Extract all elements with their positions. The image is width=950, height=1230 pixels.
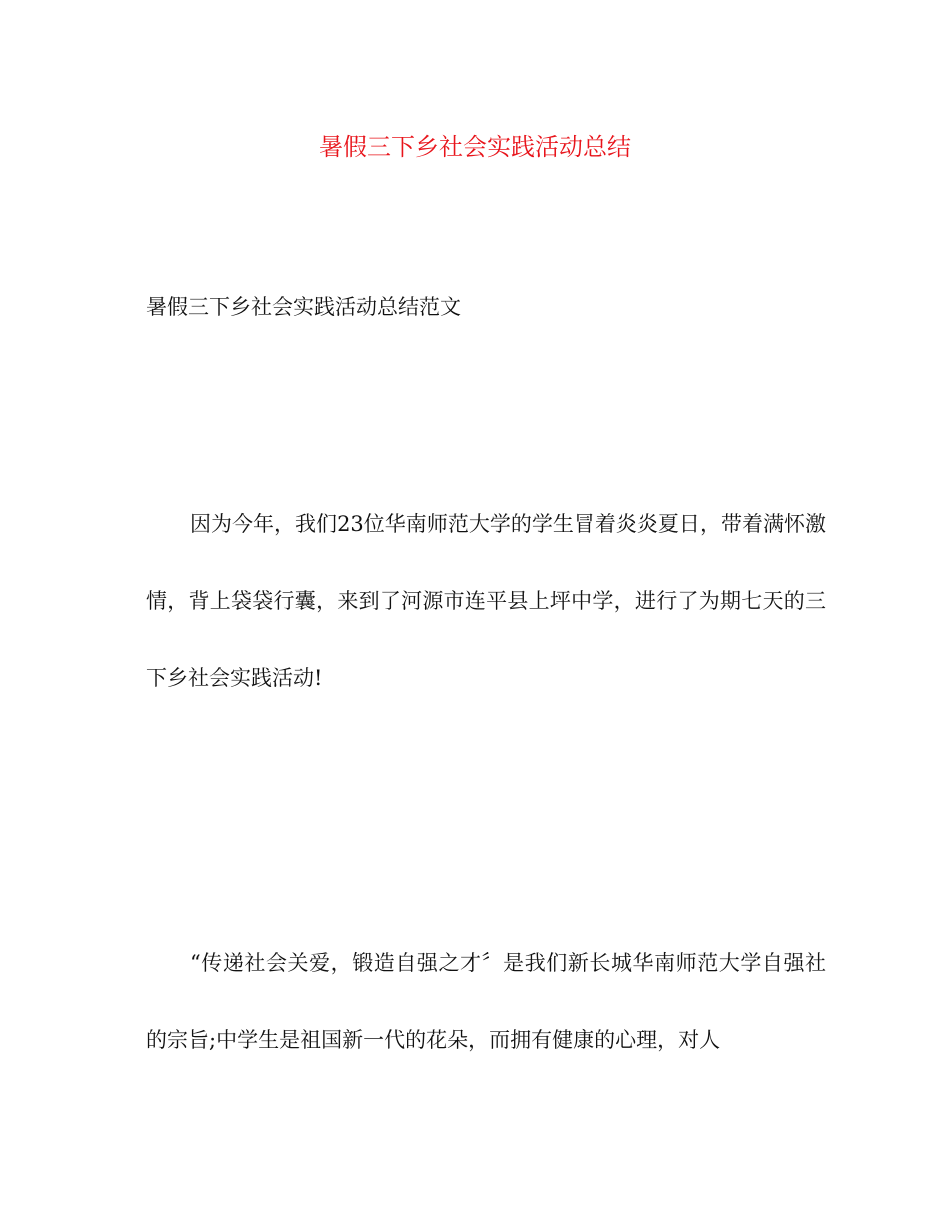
body-paragraph-1: 因为今年，我们23位华南师范大学的学生冒着炎炎夏日，带着满怀激情，背上袋袋行囊，来到了河源市连平县上坪中学，进行了为期七天的三下乡社会实践活动! [146, 512, 826, 690]
document-subtitle: 暑假三下乡社会实践活动总结范文 [146, 295, 461, 319]
body-paragraph-2: “传递社会关爱，锻造自强之才〞是我们新长城华南师范大学自强社的宗旨;中学生是祖国新一代的花朵，而拥有健康的心理，对人 [146, 951, 826, 1052]
document-title: 暑假三下乡社会实践活动总结 [319, 133, 631, 161]
